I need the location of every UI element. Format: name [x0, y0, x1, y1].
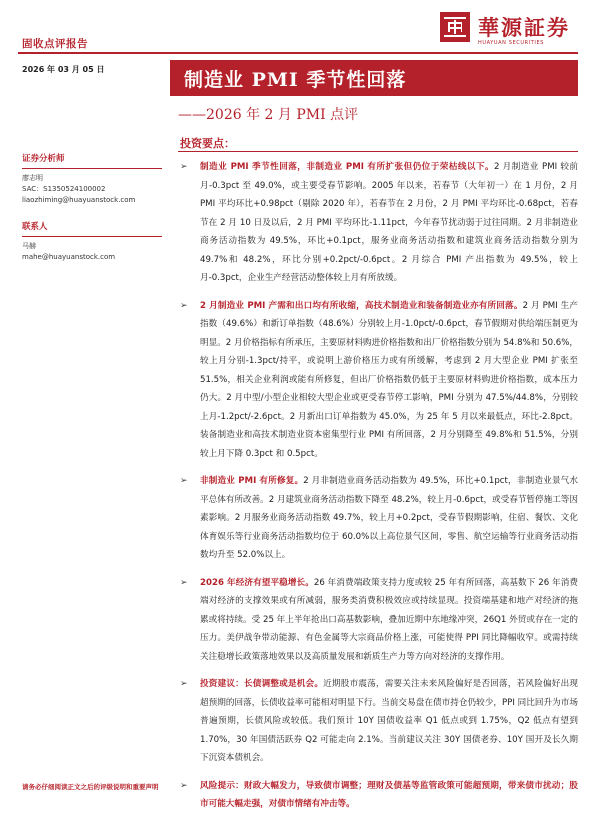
key-point-body: 26 年消费端政策支持力度或较 25 年有所回落，高基数下 26 年消费端对经济的支撑效果或有所减弱，服务类消费积极效应或持续显现。投资端基建和地产对经济的拖累或将持续。受 25 年上半年抢出口高基数影响，叠加近期中东地缘冲突，26Q1 外贸或存在一定的压力。美伊战争带动能源、有色金属等大宗商品价格上涨，可能使得 PPI 同比降幅收窄。或需持续关注稳增长政策落地效果以及高质量发展和新质生产力等方向对经济的支撑作用。	[200, 577, 578, 662]
contact-block	[22, 222, 162, 263]
contact-email[interactable]: mahe@huayuanstock.com	[22, 253, 116, 261]
key-point-text	[200, 675, 578, 768]
key-point-body: 2 月制造业 PMI 较前月-0.3pct 至 49.0%，或主要受春节影响。2005 年以来，若春节（大年初一）在 1 月份，2 月 PMI 平均环比+0.98pct（剔除 2020 年），若春节在 2 月份，2 月 PMI 平均环比-0.68pct，若春节在 2 月 10 日及以后，2 月 PMI 平均环比-1.11pct，今年春节扰动弱于过往同期。2 月非制造业商务活动指数为 49.5%，环比+0.1pct，服务业商务活动指数和建筑业商务活动指数分别为 49.7%和 48.2%，环比分别+0.2pct/-0.6pct。2 月综合 PMI 产出指数为 49.5%，较上月-0.3pct，企业生产经营活动整体较上月有所放缓。	[200, 162, 578, 283]
page-subtitle: ——2026 年 2 月 PMI 点评	[178, 107, 359, 123]
key-point-text	[200, 297, 578, 464]
key-point-body: 2 月非制造业商务活动指数为 49.5%，环比+0.1pct，非制造业景气水平总体有所改善。2 月建筑业商务活动指数下降至 48.2%，较上月-0.6pct，或受春节暂停施工等因素影响。2 月服务业商务活动指数 49.7%，较上月+0.2pct，受春节假期影响，住宿、餐饮、文化体育娱乐等行业商务活动指数均位于 60.0%以上高位景气区间，零售、航空运输等行业商务活动指数均升至 52.0%以上。	[200, 476, 578, 560]
key-point-body: 2 月 PMI 生产指数（49.6%）和新订单指数（48.6%）分别较上月-1.0pct/-0.6pct，春节假期对供给端压制更为明显。2 月价格指标有所承压，主要原材料购进价格指数和出厂价格指数分别为 54.8%和 50.6%，较上月分别-1.3pct/持平，或说明上游价格压力或有所缓解，考虑到 2 月大型企业 PMI 扩张至 51.5%，相关企业利润或能有所修复，但出厂价格指数仍低于主要原材料购进价格指数，成本压力仍大。2 月中型/小型企业相较大型企业或更受春节停工影响，PMI 分别为 47.5%/44.8%，分别较上月-1.2pct/-2.6pct。2 月新出口订单指数为 45.0%，为 25 年 5 月以来最低点，环比-2.8pct。装备制造业和高技术制造业资本密集型行业 PMI 有所回落，2 月分别降至 49.8%和 51.5%，分别较上月下降 0.3pct 和 0.5pct。	[200, 300, 579, 459]
contact-heading: 联系人	[22, 222, 48, 232]
key-point-lead: 2026 年经济有望平稳增长。	[200, 577, 314, 588]
arrow-bullet-icon: ➢	[180, 162, 188, 172]
key-points-label: 投资要点：	[180, 137, 235, 150]
key-point-item	[180, 777, 578, 814]
logo	[440, 10, 580, 52]
report-type: 固收点评报告	[22, 38, 88, 50]
logo-cn-text: 華源証券	[478, 15, 570, 40]
analyst-block	[22, 154, 162, 206]
key-point-lead: 非制造业 PMI 有所修复。	[200, 476, 304, 486]
key-point-item	[180, 297, 578, 464]
key-point-text	[200, 158, 578, 288]
arrow-bullet-icon: ➢	[180, 476, 188, 486]
arrow-bullet-icon: ➢	[180, 780, 188, 791]
key-point-lead: 风险提示：财政大幅发力，导致债市调整；理财及债基等监管政策可能超预期，带来债市扰动；股市可能大幅走强，对债市情绪有冲击等。	[200, 780, 578, 809]
key-point-item	[180, 675, 578, 768]
analyst-sac: SAC：S1350524100002	[22, 185, 106, 193]
arrow-bullet-icon: ➢	[180, 300, 188, 311]
key-point-text	[200, 777, 578, 814]
analyst-email[interactable]: liaozhiming@huayuanstock.com	[22, 196, 136, 204]
title-bar	[170, 60, 578, 96]
arrow-bullet-icon: ➢	[180, 577, 188, 588]
key-point-item	[180, 574, 578, 667]
footer-disclaimer: 请务必仔细阅读正文之后的评级说明和重要声明	[22, 783, 159, 791]
seal-icon	[440, 12, 470, 42]
analyst-heading: 证券分析师	[22, 154, 65, 164]
key-point-text	[200, 472, 578, 565]
analyst-name: 廖志明	[22, 174, 43, 182]
key-point-item	[180, 158, 578, 288]
key-point-lead: 制造业 PMI 季节性回落，非制造业 PMI 有所扩张但仍位于荣枯线以下。	[200, 162, 495, 172]
arrow-bullet-icon: ➢	[180, 679, 188, 689]
page-title: 制造业 PMI 季节性回落	[184, 69, 407, 91]
key-point-lead: 2 月制造业 PMI 产需和出口均有所收缩，高技术制造业和装备制造业亦有所回落。	[200, 300, 523, 311]
key-point-item	[180, 472, 578, 565]
report-date: 2026 年 03 月 05 日	[22, 65, 105, 74]
key-point-lead: 投资建议：长债调整或是机会。	[200, 679, 324, 689]
key-points-list	[180, 158, 578, 823]
logo-en-text: HUAYUAN SECURITIES	[478, 40, 545, 46]
key-point-body: 近期股市震荡，需要关注未来风险偏好是否回落，若风险偏好出现超预期的回落，长债收益率可能相对明显下行。当前交易盘在债市持仓仍较少，PPI 同比回升为市场普遍预期，长债风险或较低。我们预计 10Y 国债收益率 Q1 低点或到 1.75%，Q2 低点有望到 1.70%，30 年国债活跃券 Q2 可能走向 2.1%。当前建议关注 30Y 国债老券、10Y 国开及长久期下沉资本债机会。	[200, 679, 578, 763]
contact-divider	[22, 236, 162, 237]
key-point-text	[200, 574, 578, 667]
header-divider	[18, 52, 578, 54]
analyst-divider	[22, 168, 162, 169]
contact-name: 马赫	[22, 242, 36, 250]
key-points-divider	[178, 151, 578, 152]
